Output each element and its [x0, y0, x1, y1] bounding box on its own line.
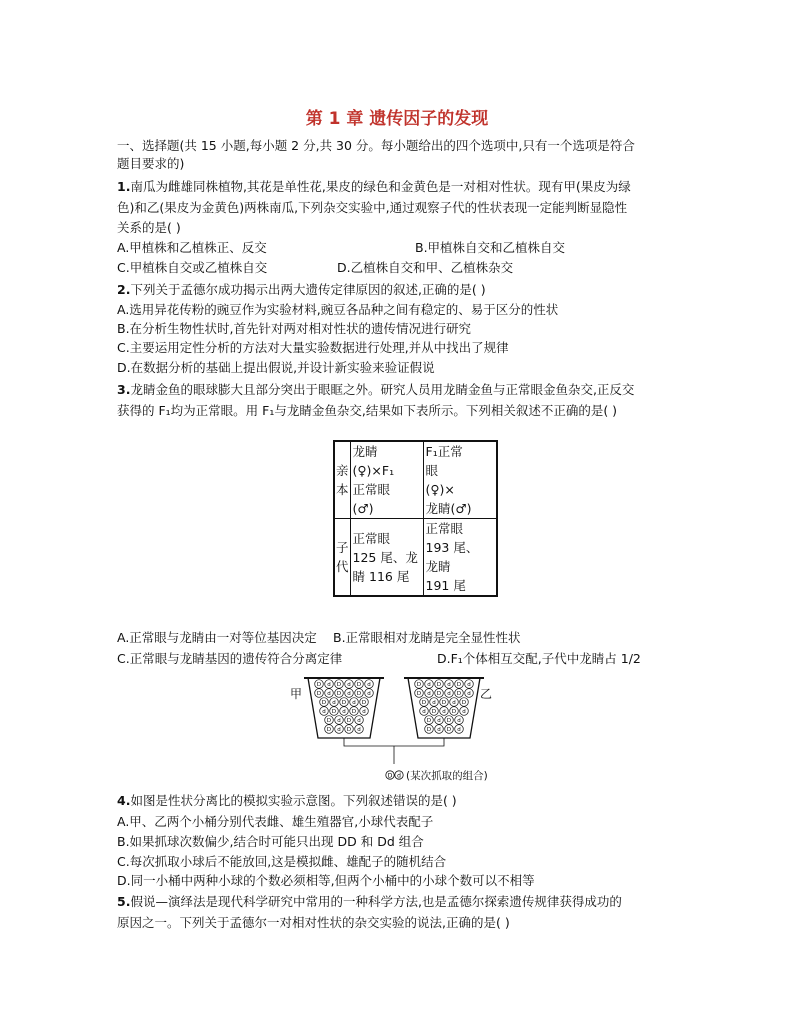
ball-label: d: [327, 691, 331, 698]
ball-label: d: [457, 727, 461, 734]
question-2-option-a: A.选用异花传粉的豌豆作为实验材料,豌豆各品种之间有稳定的、易于区分的性状: [117, 302, 559, 317]
question-4-line: [117, 792, 457, 809]
ball-label: D: [456, 682, 462, 689]
ball-label: d: [427, 691, 431, 698]
question-1-option-c: C.甲植株自交或乙植株自交: [117, 260, 268, 275]
ball-label: d: [437, 718, 441, 725]
ball-label: d: [342, 709, 346, 716]
cell-line: 正常眼: [425, 521, 464, 536]
ball-label: d: [327, 682, 331, 689]
question-2-number: 2.: [117, 282, 131, 297]
ball-label: D: [436, 691, 442, 698]
table-cell: [350, 441, 423, 519]
question-4-stem: 如图是性状分离比的模拟实验示意图。下列叙述错误的是( ): [130, 793, 457, 808]
cell-line: 正常眼: [352, 482, 391, 497]
table-row: [334, 441, 497, 519]
row-header-parents: 亲本: [334, 441, 350, 519]
cell-line: 125 尾、龙: [352, 549, 418, 565]
question-1-line: [117, 178, 631, 195]
question-4-option-a: A.甲、乙两个小桶分别代表雌、雄生殖器官,小球代表配子: [117, 814, 434, 829]
question-3-option-b: B.正常眼相对龙睛是完全显性性状: [333, 630, 521, 645]
ball-label: d: [457, 718, 461, 725]
ball-label: D: [416, 691, 422, 698]
ball-label: d: [467, 682, 471, 689]
ball-label: D: [316, 691, 322, 698]
ball-label: D: [351, 709, 357, 716]
ball-label: d: [367, 682, 371, 689]
question-1-stem: 色)和乙(果皮为金黄色)两株南瓜,下列杂交实验中,通过观察子代的性状表现一定能判断显隐性: [117, 200, 628, 215]
ball-label: d: [467, 691, 471, 698]
ball-label: D: [326, 718, 332, 725]
ball-label: d: [337, 718, 341, 725]
figure-caption: (某次抓取的组合): [406, 770, 488, 782]
ball-label: D: [336, 682, 342, 689]
table-cell: [423, 519, 497, 597]
question-3-option-d: D.F₁个体相互交配,子代中龙睛占 1/2: [437, 651, 641, 666]
ball-label: d: [362, 709, 366, 716]
bucket-experiment-figure: [280, 668, 520, 788]
question-5-line: [117, 893, 622, 910]
ball-label: D: [341, 700, 347, 707]
question-1-option-a: A.甲植株和乙植株正、反交: [117, 240, 267, 255]
section-header-line: 题目要求的): [117, 156, 185, 171]
row-header-offspring: 子代: [334, 519, 350, 597]
ball-label: d: [422, 709, 426, 716]
question-1-stem: 南瓜为雌雄同株植物,其花是单性花,果皮的绿色和金黄色是一对相对性状。现有甲(果皮为绿: [130, 179, 631, 194]
ball-label: d: [452, 700, 456, 707]
question-2-line: [117, 281, 486, 298]
cell-line: 193 尾、: [425, 540, 479, 555]
ball-label: d: [357, 718, 361, 725]
ball-label: D: [361, 700, 367, 707]
ball-label: d: [432, 700, 436, 707]
cross-result-table: [333, 440, 498, 597]
ball-label: D: [426, 718, 432, 725]
question-4-option-d: D.同一小桶中两种小球的个数必须相等,但两个小桶中的小球个数可以不相等: [117, 873, 535, 888]
ball-label: D: [451, 709, 457, 716]
question-5-stem: 原因之一。下列关于孟德尔一对相对性状的杂交实验的说法,正确的是( ): [117, 915, 510, 930]
ball-label: D: [346, 727, 352, 734]
ball-label: D: [426, 727, 432, 734]
ball-label: D: [421, 700, 427, 707]
ball-label: d: [357, 727, 361, 734]
question-2-option-d: D.在数据分析的基础上提出假说,并设计新实验来验证假说: [117, 360, 435, 375]
ball-label: d: [447, 682, 451, 689]
ball-label: D: [326, 727, 332, 734]
table-cell: [350, 519, 423, 597]
ball-label: D: [356, 682, 362, 689]
ball-label: D: [356, 691, 362, 698]
ball-label: d: [352, 700, 356, 707]
connector-line: [344, 738, 444, 746]
question-2-option-b: B.在分析生物性状时,首先针对两对相对性状的遗传情况进行研究: [117, 321, 472, 336]
question-4-option-b: B.如果抓球次数偏少,结合时可能只出现 DD 和 Dd 组合: [117, 834, 424, 849]
question-3-option-c: C.正常眼与龙睛基因的遗传符合分离定律: [117, 651, 343, 666]
ball-label: D: [336, 691, 342, 698]
cell-line: 龙睛: [425, 559, 451, 574]
question-1-option-d: D.乙植株自交和甲、乙植株杂交: [337, 260, 514, 275]
cell-line: (♀)×: [425, 482, 455, 497]
ball-label: d: [347, 691, 351, 698]
cell-line: 正常眼: [352, 530, 391, 546]
question-2-option-c: C.主要运用定性分析的方法对大量实验数据进行处理,并从中找出了规律: [117, 340, 509, 355]
question-3-option-a: A.正常眼与龙睛由一对等位基因决定: [117, 630, 317, 645]
ball-label: D: [331, 709, 337, 716]
bucket-b-label: 乙: [480, 687, 493, 701]
bucket-a-label: 甲: [290, 687, 303, 701]
ball-label: d: [462, 709, 466, 716]
cell-line: (♀)×F₁: [352, 463, 395, 478]
question-3-stem: 龙睛金鱼的眼球膨大且部分突出于眼眶之外。研究人员用龙睛金鱼与正常眼金鱼杂交,正反交: [130, 382, 635, 397]
ball-label: D: [346, 718, 352, 725]
cell-line: 龙睛(♂): [425, 501, 472, 516]
cell-line: 191 尾: [425, 578, 466, 593]
question-2-stem: 下列关于孟德尔成功揭示出两大遗传定律原因的叙述,正确的是( ): [130, 282, 486, 297]
question-3-stem: 获得的 F₁均为正常眼。用 F₁与龙睛金鱼杂交,结果如下表所示。下列相关叙述不正确的是( ): [117, 403, 618, 418]
cell-line: 睛 116 尾: [352, 568, 410, 584]
ball-label: D: [461, 700, 467, 707]
cell-line: 眼: [425, 463, 439, 478]
result-ball-label: D: [387, 772, 393, 780]
question-1-number: 1.: [117, 179, 131, 194]
ball-label: D: [456, 691, 462, 698]
ball-label: D: [316, 682, 322, 689]
ball-label: D: [431, 709, 437, 716]
ball-label: d: [337, 727, 341, 734]
ball-label: D: [446, 727, 452, 734]
cell-line: F₁正常: [425, 444, 463, 459]
question-3-line: [117, 381, 634, 398]
ball-label: d: [427, 682, 431, 689]
question-1-stem: 关系的是( ): [117, 220, 181, 235]
ball-label: d: [367, 691, 371, 698]
page-title: 第 1 章 遗传因子的发现: [305, 109, 489, 129]
cell-line: (♂): [352, 501, 374, 516]
ball-label: d: [347, 682, 351, 689]
question-3-number: 3.: [117, 382, 131, 397]
question-5-number: 5.: [117, 894, 131, 909]
result-ball-label: d: [397, 772, 401, 780]
ball-label: D: [446, 718, 452, 725]
ball-label: D: [321, 700, 327, 707]
question-1-option-b: B.甲植株自交和乙植株自交: [415, 240, 566, 255]
result-pair: [386, 771, 403, 780]
table-row: [334, 519, 497, 597]
ball-label: d: [442, 709, 446, 716]
table-cell: [423, 441, 497, 519]
ball-label: d: [437, 727, 441, 734]
ball-label: D: [416, 682, 422, 689]
ball-label: d: [322, 709, 326, 716]
ball-label: D: [441, 700, 447, 707]
bucket-a: [304, 678, 384, 738]
question-4-option-c: C.每次抓取小球后不能放回,这是模拟雌、雄配子的随机结合: [117, 854, 447, 869]
question-4-number: 4.: [117, 793, 131, 808]
question-5-stem: 假说—演绎法是现代科学研究中常用的一种科学方法,也是孟德尔探索遗传规律获得成功的: [130, 894, 622, 909]
bucket-b: [404, 678, 484, 738]
section-header-line: 一、选择题(共 15 小题,每小题 2 分,共 30 分。每小题给出的四个选项中,只有一个选项是符合: [117, 138, 635, 153]
ball-label: d: [332, 700, 336, 707]
ball-label: d: [447, 691, 451, 698]
cell-line: 龙睛: [352, 444, 378, 459]
ball-label: D: [436, 682, 442, 689]
